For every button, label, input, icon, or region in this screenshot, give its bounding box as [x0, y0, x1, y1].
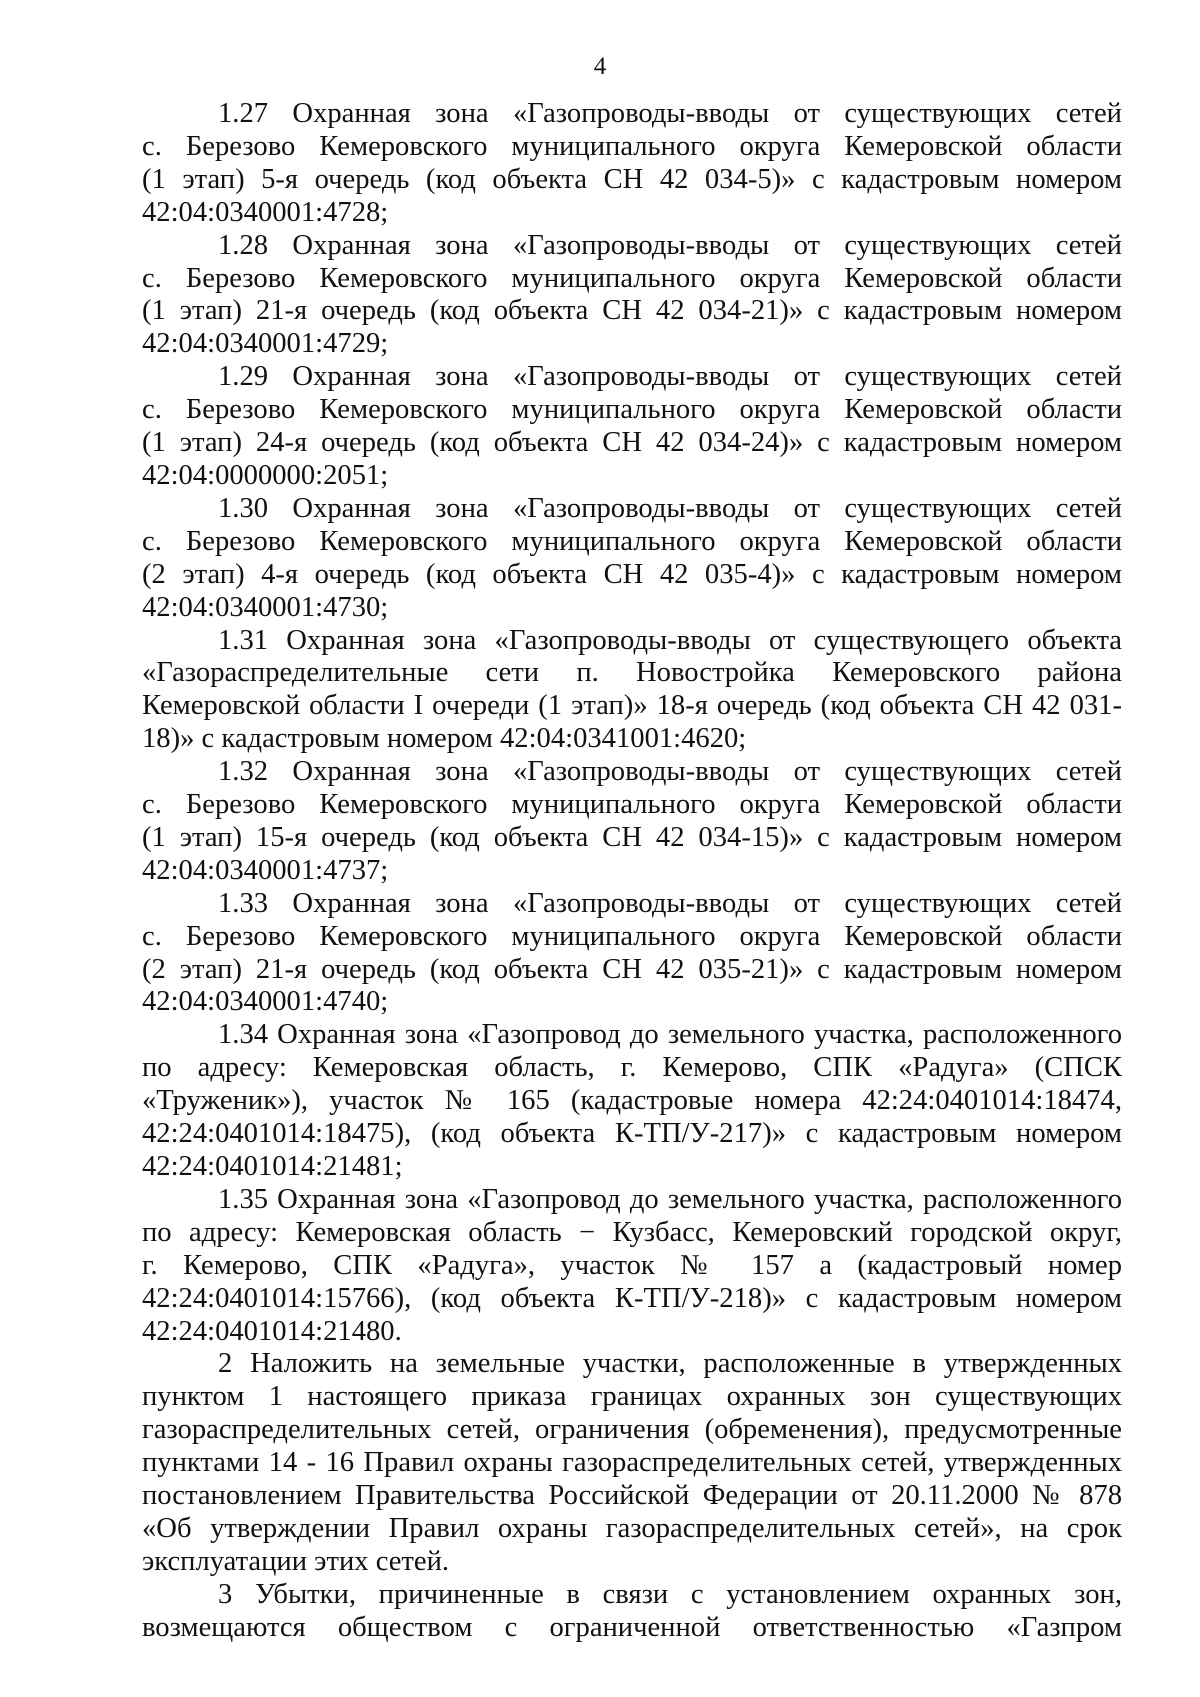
text-line: 2 Наложить на земельные участки, расположенные в утвержденных	[218, 1348, 1122, 1380]
paragraph-1-27	[142, 98, 1122, 230]
text-line: по адресу: Кемеровская область, г. Кемерово, СПК «Радуга» (СПСК	[142, 1052, 1122, 1084]
text-line: с. Березово Кемеровского муниципального округа Кемеровской области	[142, 789, 1122, 821]
text-line: 42:24:0401014:21481;	[142, 1151, 403, 1182]
paragraph-1-31	[142, 625, 1122, 757]
text-line: 1.32 Охранная зона «Газопроводы-вводы от существующих сетей	[218, 756, 1122, 788]
text-line: с. Березово Кемеровского муниципального округа Кемеровской области	[142, 130, 1122, 162]
text-line: по адресу: Кемеровская область − Кузбасс, Кемеровский городской округ,	[142, 1216, 1122, 1248]
text-line: 42:04:0340001:4729;	[142, 328, 389, 360]
text-line: 42:04:0000000:2051;	[142, 459, 389, 491]
paragraph-1-33	[142, 888, 1122, 1020]
text-line: эксплуатации этих сетей.	[142, 1545, 450, 1577]
paragraph-1-29	[142, 361, 1122, 493]
text-line: 42:04:0340001:4737;	[142, 854, 389, 886]
text-line: с. Березово Кемеровского муниципального округа Кемеровской области	[142, 525, 1122, 557]
text-line: 1.35 Охранная зона «Газопровод до земельного участка, расположенного	[218, 1183, 1122, 1215]
text-line: пунктом 1 настоящего приказа границах охранных зон существующих	[142, 1381, 1122, 1413]
text-line: 1.34 Охранная зона «Газопровод до земельного участка, расположенного	[218, 1019, 1122, 1051]
text-line: 1.29 Охранная зона «Газопроводы-вводы от существующих сетей	[218, 361, 1122, 393]
paragraph-1-28	[142, 230, 1122, 362]
text-line: (2 этап) 21-я очередь (код объекта СН 42 035-21)» с кадастровым номером	[142, 953, 1122, 985]
paragraph-3	[142, 1579, 1122, 1645]
paragraph-1-34	[142, 1019, 1122, 1184]
text-line: 1.30 Охранная зона «Газопроводы-вводы от существующих сетей	[218, 492, 1122, 524]
text-line: (1 этап) 21-я очередь (код объекта СН 42 034-21)» с кадастровым номером	[142, 295, 1122, 327]
page-number: 4	[593, 53, 607, 80]
text-line: с. Березово Кемеровского муниципального округа Кемеровской области	[142, 920, 1122, 952]
text-line: «Об утверждении Правил охраны газораспределительных сетей», на срок	[142, 1512, 1122, 1544]
text-line: 42:04:0340001:4728;	[142, 196, 389, 228]
paragraph-1-32	[142, 756, 1122, 888]
text-line: г. Кемерово, СПК «Радуга», участок № 157 а (кадастровый номер	[142, 1249, 1122, 1281]
text-line: постановлением Правительства Российской Федерации от 20.11.2000 № 878	[142, 1480, 1122, 1512]
text-line: возмещаются обществом с ограниченной ответственностью «Газпром	[142, 1611, 1122, 1643]
text-line: (1 этап) 5-я очередь (код объекта СН 42 034-5)» с кадастровым номером	[142, 163, 1122, 195]
document-body	[142, 98, 1122, 1645]
text-line: газораспределительных сетей, ограничения (обременения), предусмотренные	[142, 1414, 1122, 1446]
text-line: (1 этап) 15-я очередь (код объекта СН 42 034-15)» с кадастровым номером	[142, 821, 1122, 853]
text-line: (1 этап) 24-я очередь (код объекта СН 42 034-24)» с кадастровым номером	[142, 427, 1122, 459]
text-line: 42:24:0401014:15766), (код объекта К-ТП/У-218)» с кадастровым номером	[142, 1282, 1122, 1314]
text-line: 42:04:0340001:4740;	[142, 986, 389, 1018]
text-line: 1.31 Охранная зона «Газопроводы-вводы от существующего объекта	[218, 624, 1122, 656]
text-line: 1.28 Охранная зона «Газопроводы-вводы от существующих сетей	[218, 229, 1122, 261]
text-line: 42:24:0401014:18475), (код объекта К-ТП/У-217)» с кадастровым номером	[142, 1118, 1122, 1150]
text-line: (2 этап) 4-я очередь (код объекта СН 42 035-4)» с кадастровым номером	[142, 558, 1122, 590]
text-line: с. Березово Кемеровского муниципального округа Кемеровской области	[142, 394, 1122, 426]
text-line: 3 Убытки, причиненные в связи с установлением охранных зон,	[218, 1578, 1122, 1610]
text-line: пунктами 14 - 16 Правил охраны газораспределительных сетей, утвержденных	[142, 1447, 1122, 1479]
text-line: 1.27 Охранная зона «Газопроводы-вводы от существующих сетей	[218, 98, 1122, 129]
text-line: с. Березово Кемеровского муниципального округа Кемеровской области	[142, 262, 1122, 294]
text-line: 42:04:0340001:4730;	[142, 591, 389, 623]
text-line: 1.33 Охранная зона «Газопроводы-вводы от существующих сетей	[218, 887, 1122, 919]
text-line: 42:24:0401014:21480.	[142, 1315, 402, 1347]
paragraph-1-30	[142, 493, 1122, 625]
text-line: 18)» с кадастровым номером 42:04:0341001:4620;	[142, 723, 747, 755]
text-line: «Труженик»), участок № 165 (кадастровые номера 42:24:0401014:18474,	[142, 1085, 1122, 1117]
text-line: «Газораспределительные сети п. Новостройка Кемеровского района	[142, 657, 1122, 689]
text-line: Кемеровской области I очереди (1 этап)» 18-я очередь (код объекта СН 42 031-	[142, 690, 1122, 722]
paragraph-1-35	[142, 1184, 1122, 1349]
paragraph-2	[142, 1348, 1122, 1578]
